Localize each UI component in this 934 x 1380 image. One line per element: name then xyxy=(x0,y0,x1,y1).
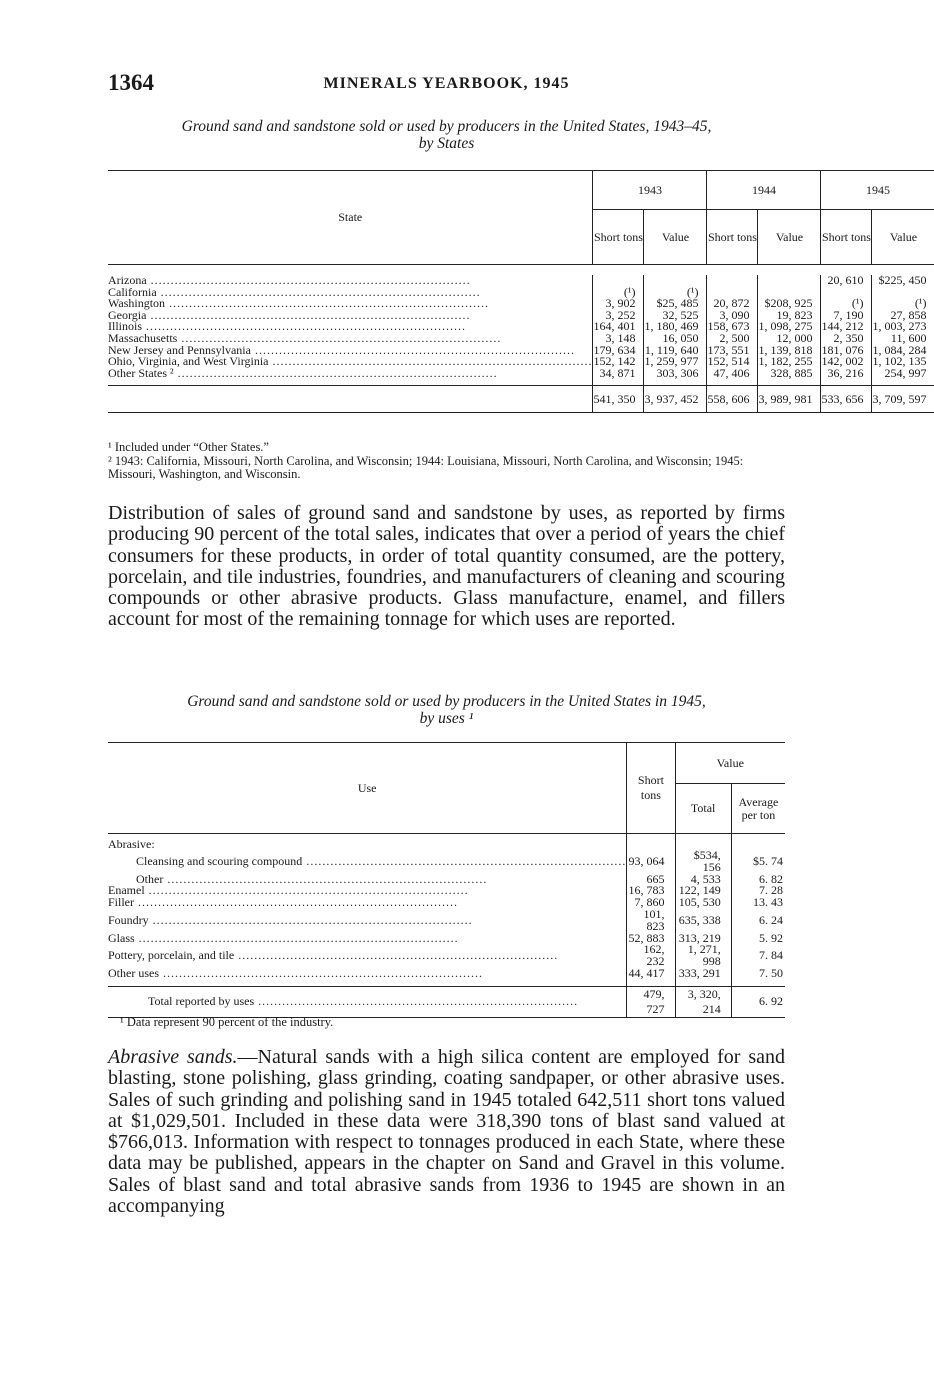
total-average: 6. 92 xyxy=(731,986,785,1017)
use-cell xyxy=(108,965,627,980)
value-cell: 3, 252 xyxy=(593,310,644,322)
table1-caption-line1: Ground sand and sandstone sold or used by producers in the United States, 1943–45, xyxy=(181,118,712,135)
value-cell: 1, 003, 273 xyxy=(872,321,934,333)
value-cell: $208, 925 xyxy=(758,298,821,310)
col-header-short-tons: Short tons xyxy=(821,210,872,265)
table1-caption xyxy=(108,118,785,152)
table-row xyxy=(108,933,785,945)
value-cell: 16, 050 xyxy=(644,333,707,345)
use-name: Pottery, porcelain, and tile xyxy=(108,948,235,963)
table1-caption-line2: by States xyxy=(418,135,475,152)
value-cell xyxy=(707,275,758,287)
value-cell: (¹) xyxy=(644,287,707,299)
group-label-abrasive: Abrasive: xyxy=(108,837,155,851)
table2-caption xyxy=(108,693,785,727)
total-value: 3, 320, 214 xyxy=(675,986,731,1017)
state-name: Arizona xyxy=(108,273,147,287)
value-cell: 34, 871 xyxy=(593,368,644,380)
col-header-short-tons: Short tons xyxy=(593,210,644,265)
average-cell: $5. 74 xyxy=(731,850,785,874)
col-header-short-tons: Short tons xyxy=(627,743,675,834)
use-cell xyxy=(108,930,627,945)
short-tons-cell: 162, 232 xyxy=(627,944,675,968)
table-by-uses xyxy=(108,742,785,1018)
state-name: Other States ² xyxy=(108,365,174,380)
body-paragraph-1: Distribution of sales of ground sand and sandstone by uses, as reported by firms producing 90 percent of the total sales, indicates that over a period of years the chief consumers for these products, in order of total quantity consumed, are the pottery, porcelain, and tile industries, foundries, and manufacturers of cleaning and scouring compounds or other abrasive products. Glass manufacture, enamel, and fillers account for most of the remaining tonnage for which uses are reported. xyxy=(108,502,785,631)
value-cell xyxy=(593,275,644,287)
total-value-cell: 105, 530 xyxy=(675,897,731,909)
value-cell: 1, 180, 469 xyxy=(644,321,707,333)
total-value-cell: 313, 219 xyxy=(675,933,731,945)
col-header-value: Value xyxy=(758,210,821,265)
footnote-2: ² 1943: California, Missouri, North Carolina, and Wisconsin; 1944: Louisiana, Missouri, North Carolina, and Wisconsin; 1945: Missouri, Washington, and Wisconsin. xyxy=(108,453,744,481)
value-cell: 173, 551 xyxy=(707,345,758,357)
value-cell: 254, 997 xyxy=(872,368,934,380)
value-cell: 12, 000 xyxy=(758,333,821,345)
value-cell: 20, 872 xyxy=(707,298,758,310)
total-value-cell: 333, 291 xyxy=(675,968,731,980)
value-cell: $25, 485 xyxy=(644,298,707,310)
average-cell: 6. 24 xyxy=(731,909,785,933)
col-header-year-1945: 1945 xyxy=(821,171,934,210)
use-cell xyxy=(108,897,627,909)
col-header-total: Total xyxy=(675,784,731,834)
table1-footnotes xyxy=(108,441,785,482)
use-name: Other xyxy=(136,871,164,886)
value-cell: 47, 406 xyxy=(707,368,758,380)
value-cell: (¹) xyxy=(593,287,644,299)
state-name: Illinois xyxy=(108,319,143,334)
short-tons-cell: 665 xyxy=(627,874,675,886)
average-cell: 6. 82 xyxy=(731,874,785,886)
table-row xyxy=(108,909,785,933)
value-cell: 7, 190 xyxy=(821,310,872,322)
total-value-cell: $534, 156 xyxy=(675,850,731,874)
table-by-states xyxy=(108,170,934,413)
value-cell: 144, 212 xyxy=(821,321,872,333)
state-cell xyxy=(108,365,593,380)
value-cell: 179, 634 xyxy=(593,345,644,357)
state-name: California xyxy=(108,284,157,299)
value-cell: 1, 102, 135 xyxy=(872,356,934,368)
total-row-label xyxy=(108,986,627,1017)
value-cell: 2, 350 xyxy=(821,333,872,345)
total-value-cell: 4, 533 xyxy=(675,874,731,886)
total-cell: 541, 350 xyxy=(593,386,644,413)
use-cell xyxy=(108,944,627,968)
value-cell: 20, 610 xyxy=(821,275,872,287)
table2-footnote: ¹ Data represent 90 percent of the industry. xyxy=(120,1015,334,1029)
use-name: Other uses xyxy=(108,965,159,980)
value-cell: 1, 182, 255 xyxy=(758,356,821,368)
value-cell: 3, 902 xyxy=(593,298,644,310)
total-value-cell: 122, 149 xyxy=(675,885,731,897)
value-cell: (¹) xyxy=(872,298,934,310)
col-header-state: State xyxy=(108,171,593,265)
use-cell xyxy=(108,909,627,933)
col-header-value: Value xyxy=(675,743,785,784)
total-cell: 558, 606 xyxy=(707,386,758,413)
use-name: Cleansing and scouring compound xyxy=(136,853,303,868)
use-name: Glass xyxy=(108,930,135,945)
totals-label-cell xyxy=(108,386,593,413)
col-header-average: Average per ton xyxy=(731,784,785,834)
page-number: 1364 xyxy=(108,70,154,95)
value-cell: 3, 148 xyxy=(593,333,644,345)
table2-caption-line1: Ground sand and sandstone sold or used by producers in the United States in 1945, xyxy=(187,693,706,710)
col-header-year-1943: 1943 xyxy=(593,171,707,210)
value-cell: 1, 098, 275 xyxy=(758,321,821,333)
col-header-value: Value xyxy=(872,210,934,265)
col-header-value: Value xyxy=(644,210,707,265)
total-cell: 533, 656 xyxy=(821,386,872,413)
value-cell: 11, 600 xyxy=(872,333,934,345)
table-row xyxy=(108,897,785,909)
value-cell: 158, 673 xyxy=(707,321,758,333)
state-name: Washington xyxy=(108,296,166,311)
paragraph-body: —Natural sands with a high silica content are employed for sand blasting, stone polishing, glass grinding, coating sandpaper, or other abrasive uses. Sales of such grinding and polishing sand in 1945 totaled 642,511 short tons valued at $1,029,501. Included in these data were 318,390 tons of blast sand valued at $766,013. Information with respect to tonnages produced in each State, where these data may be published, appears in the chapter on Sand and Gravel in this volume. Sales of blast sand and total abrasive sands from 1936 to 1945 are shown in an accompanying xyxy=(108,1046,785,1218)
total-cell: 3, 709, 597 xyxy=(872,386,934,413)
value-cell: 303, 306 xyxy=(644,368,707,380)
use-cell xyxy=(108,850,627,874)
total-row-label-text: Total reported by uses xyxy=(148,994,255,1009)
average-cell: 7. 50 xyxy=(731,968,785,980)
average-cell: 13. 43 xyxy=(731,897,785,909)
short-tons-cell: 16, 783 xyxy=(627,885,675,897)
average-cell: 5. 92 xyxy=(731,933,785,945)
col-header-year-1944: 1944 xyxy=(707,171,821,210)
value-cell xyxy=(821,287,872,299)
total-cell: 3, 989, 981 xyxy=(758,386,821,413)
value-cell: (¹) xyxy=(821,298,872,310)
use-name: Enamel xyxy=(108,883,145,898)
value-cell: $225, 450 xyxy=(872,275,934,287)
value-cell: 19, 823 xyxy=(758,310,821,322)
paragraph-lead: Abrasive sands. xyxy=(108,1046,238,1068)
value-cell: 164, 401 xyxy=(593,321,644,333)
value-cell: 1, 259, 977 xyxy=(644,356,707,368)
running-title: MINERALS YEARBOOK, 1945 xyxy=(323,75,570,92)
value-cell: 27, 858 xyxy=(872,310,934,322)
total-value-cell: 1, 271, 998 xyxy=(675,944,731,968)
short-tons-cell: 101, 823 xyxy=(627,909,675,933)
short-tons-cell: 44, 417 xyxy=(627,968,675,980)
value-cell: 328, 885 xyxy=(758,368,821,380)
state-name: Ohio, Virginia, and West Virginia xyxy=(108,354,269,369)
value-cell: 1, 119, 640 xyxy=(644,345,707,357)
table2-caption-line2: by uses ¹ xyxy=(419,710,474,727)
value-cell xyxy=(758,275,821,287)
value-cell: 1, 084, 284 xyxy=(872,345,934,357)
state-name: Georgia xyxy=(108,307,147,322)
value-cell: 181, 076 xyxy=(821,345,872,357)
value-cell: 152, 514 xyxy=(707,356,758,368)
total-short-tons: 479, 727 xyxy=(627,986,675,1017)
state-name: New Jersey and Pennsylvania xyxy=(108,342,251,357)
use-name: Filler xyxy=(108,895,134,910)
total-cell: 3, 937, 452 xyxy=(644,386,707,413)
page-header xyxy=(108,70,785,100)
col-header-use: Use xyxy=(108,743,627,834)
value-cell: 32, 525 xyxy=(644,310,707,322)
value-cell: 142, 002 xyxy=(821,356,872,368)
table-row xyxy=(108,850,785,874)
value-cell: 36, 216 xyxy=(821,368,872,380)
short-tons-cell: 93, 064 xyxy=(627,850,675,874)
state-name: Massachusetts xyxy=(108,330,178,345)
value-cell: 152, 142 xyxy=(593,356,644,368)
body-paragraph-2 xyxy=(108,1047,785,1217)
table-row xyxy=(108,968,785,980)
col-header-short-tons: Short tons xyxy=(707,210,758,265)
table-row xyxy=(108,944,785,968)
table-row xyxy=(108,368,934,380)
value-cell: 1, 139, 818 xyxy=(758,345,821,357)
use-name: Foundry xyxy=(108,912,149,927)
short-tons-cell: 52, 883 xyxy=(627,933,675,945)
average-cell: 7. 28 xyxy=(731,885,785,897)
value-cell: 3, 090 xyxy=(707,310,758,322)
total-value-cell: 635, 338 xyxy=(675,909,731,933)
footnote-1: ¹ Included under “Other States.” xyxy=(108,440,269,454)
average-cell: 7. 84 xyxy=(731,944,785,968)
short-tons-cell: 7, 860 xyxy=(627,897,675,909)
value-cell: 2, 500 xyxy=(707,333,758,345)
